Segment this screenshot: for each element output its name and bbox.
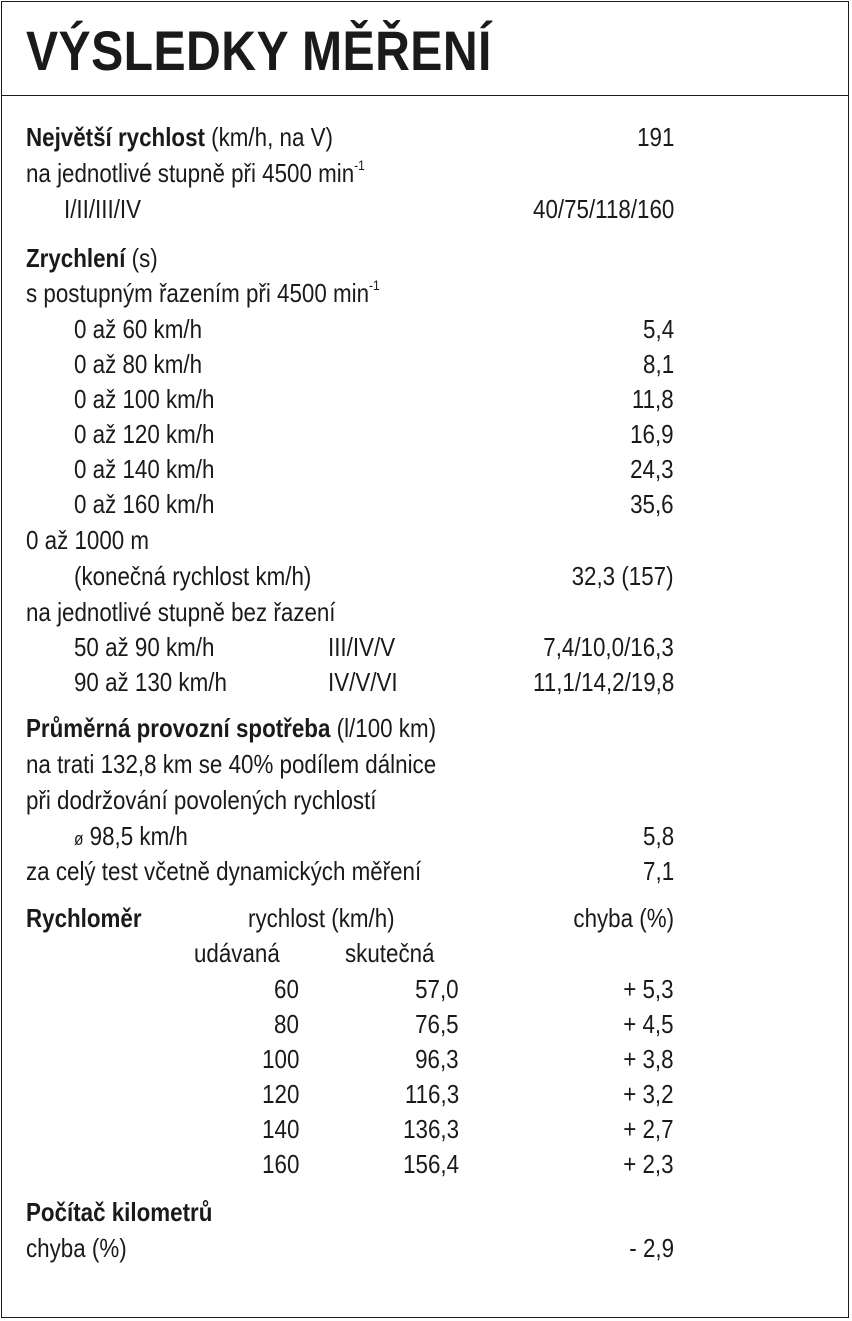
acceleration-row-value: 11,8 (632, 384, 674, 414)
speedometer-error: + 2,7 (623, 1114, 674, 1144)
max-speed-gears-value: 40/75/118/160 (532, 194, 674, 224)
speedometer-actual: 156,4 (403, 1149, 459, 1179)
consumption-heading: Průměrná provozní spotřeba (26, 713, 331, 743)
elastic-row-value: 11,1/14,2/19,8 (532, 667, 674, 697)
consumption-avg-value: 5,8 (642, 821, 674, 851)
acceleration-row-label: 0 až 140 km/h (74, 454, 215, 484)
speedometer-actual: 76,5 (415, 1009, 459, 1039)
consumption-avg-label: 98,5 km/h (89, 821, 188, 851)
max-speed-heading: Největší rychlost (26, 122, 205, 152)
consumption-total-label: za celý test včetně dynamických měření (26, 856, 422, 886)
speedometer-actual: 136,3 (403, 1114, 459, 1144)
speedometer-actual: 116,3 (404, 1079, 459, 1109)
acceleration-unit: (s) (131, 243, 158, 273)
max-speed-heading-line (26, 119, 333, 155)
speedometer-heading: Rychloměr (26, 903, 142, 933)
speedometer-indicated: 80 (274, 1009, 299, 1039)
acceleration-intro: s postupným řazením při 4500 min (26, 278, 370, 308)
consumption-avg-line (74, 818, 188, 854)
acceleration-row-value: 16,9 (630, 419, 674, 449)
elastic-row-label: 50 až 90 km/h (74, 632, 215, 662)
acceleration-heading: Zrychlení (26, 243, 126, 273)
speedometer-indicated: 120 (261, 1079, 299, 1109)
consumption-unit: (l/100 km) (336, 713, 437, 743)
acceleration-row-label: 0 až 100 km/h (74, 384, 215, 414)
elastic-row-value: 7,4/10,0/16,3 (543, 632, 674, 662)
acceleration-heading-line (26, 240, 158, 276)
distance-value: 32,3 (157) (572, 561, 674, 591)
acceleration-row-label: 0 až 120 km/h (74, 419, 215, 449)
elastic-intro: na jednotlivé stupně bez řazení (26, 597, 336, 627)
odometer-heading: Počítač kilometrů (26, 1197, 213, 1227)
max-speed-gears-label: I/II/III/IV (64, 194, 142, 224)
speedometer-indicated: 100 (261, 1044, 299, 1074)
max-speed-unit: (km/h, na V) (211, 122, 333, 152)
consumption-line-2: při dodržování povolených rychlostí (26, 785, 377, 815)
max-speed-gears-intro-sup: -1 (354, 157, 365, 173)
elastic-row-label: 90 až 130 km/h (74, 667, 227, 697)
acceleration-row-label: 0 až 160 km/h (74, 489, 215, 519)
distance-label: 0 až 1000 m (26, 525, 150, 555)
speedometer-indicated: 60 (274, 974, 299, 1004)
max-speed-gears-intro: na jednotlivé stupně při 4500 min (26, 158, 355, 188)
acceleration-row-label: 0 až 60 km/h (74, 314, 203, 344)
acceleration-row-value: 5,4 (642, 314, 674, 344)
odometer-value: - 2,9 (629, 1233, 674, 1263)
speedometer-error: + 2,3 (623, 1149, 674, 1179)
max-speed-value: 191 (636, 122, 674, 152)
speedometer-indicated: 140 (261, 1114, 299, 1144)
odometer-label: chyba (%) (26, 1233, 127, 1263)
results-panel (1, 1, 849, 1318)
speedometer-actual: 57,0 (415, 974, 459, 1004)
consumption-heading-line (26, 710, 436, 746)
acceleration-row-value: 24,3 (630, 454, 674, 484)
acceleration-intro-line (26, 275, 380, 311)
speedometer-error: + 5,3 (623, 974, 674, 1004)
speedometer-error: + 3,8 (623, 1044, 674, 1074)
average-symbol: ø (74, 829, 84, 849)
acceleration-row-label: 0 až 80 km/h (74, 349, 203, 379)
speedometer-indicated: 160 (261, 1149, 299, 1179)
speedometer-col-error: chyba (%) (573, 903, 674, 933)
consumption-total-value: 7,1 (642, 856, 674, 886)
acceleration-row-value: 35,6 (630, 489, 674, 519)
speedometer-error: + 3,2 (623, 1079, 674, 1109)
speedometer-col-speed: rychlost (km/h) (248, 903, 395, 933)
distance-sub-label: (konečná rychlost km/h) (74, 561, 312, 591)
consumption-line-1: na trati 132,8 km se 40% podílem dálnice (26, 749, 437, 779)
page-title: VÝSLEDKY MĚŘENÍ (26, 19, 492, 82)
elastic-row-gears: IV/V/VI (328, 667, 398, 697)
speedometer-col-indicated: udávaná (194, 938, 280, 968)
elastic-row-gears: III/IV/V (328, 632, 396, 662)
acceleration-row-value: 8,1 (642, 349, 674, 379)
title-divider (2, 95, 848, 96)
speedometer-error: + 4,5 (623, 1009, 674, 1039)
acceleration-intro-sup: -1 (369, 277, 380, 293)
max-speed-gears-intro-line (26, 155, 365, 191)
speedometer-actual: 96,3 (415, 1044, 459, 1074)
speedometer-col-actual: skutečná (345, 938, 435, 968)
